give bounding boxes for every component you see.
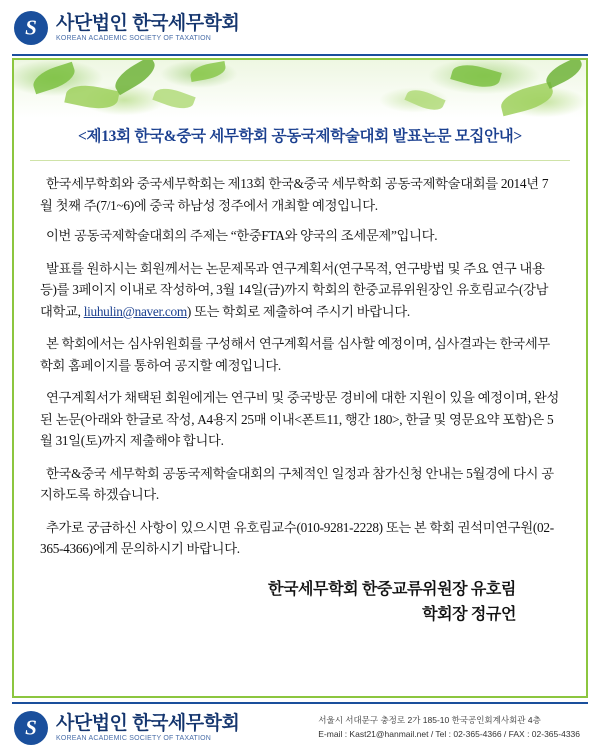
paragraph-2: 이번 공동국제학술대회의 주제는 “한중FTA와 양국의 조세문제”입니다.: [46, 228, 438, 244]
signature-block: [40, 578, 560, 628]
paragraph-6: 한국&중국 세무학회 공동국제학술대회의 구체적인 일정과 참가신청 안내는 5월경에 다시 공지하도록 하겠습니다.: [40, 465, 554, 503]
footer-logo-english: KOREAN ACADEMIC SOCIETY OF TAXATION: [56, 735, 212, 743]
paragraph-1: 한국세무학회와 중국세무학회는 제13회 한국&중국 세무학회 공동국제학술대회를 2014년 7월 첫째 주(7/1~6)에 중국 하남성 정주에서 개최할 예정입니다.: [40, 176, 549, 213]
society-logo-icon: [14, 11, 48, 45]
header-divider: [12, 54, 588, 56]
document-body: [14, 161, 586, 628]
paragraph-7: 추가로 궁금하신 사항이 있으시면 유호림교수(010-9281-2228) 또는 본 학회 권석미연구원(02-365-4366)에게 문의하시기 바랍니다.: [40, 519, 554, 557]
leaf-icon: [64, 81, 119, 113]
leaf-icon: [152, 84, 195, 114]
signature-line-2: 학회장 정규언: [422, 605, 516, 623]
leaf-decoration-banner: [14, 60, 586, 118]
leaf-icon: [404, 85, 445, 115]
header-logo-korean: 사단법인 한국세무학회: [56, 12, 240, 34]
paragraph-3-tail: ) 또는 학회로 제출하여 주시기 바랍니다.: [186, 303, 410, 319]
header-logo-text: [56, 14, 239, 43]
footer-logo-text: [56, 714, 239, 743]
leaf-icon: [110, 60, 159, 95]
paragraph-5: 연구계획서가 채택된 회원에게는 연구비 및 중국방문 경비에 대한 지원이 있을 예정이며, 완성된 논문(아래와 한글로 작성, A4용지 25매 이내<폰트11, 행간 180>, 한글 및 영문요약 포함)은 5월 31일(토)까지 제출해야 합니다.: [40, 390, 559, 449]
paragraph-3: [40, 258, 560, 323]
page-footer: [0, 700, 600, 756]
footer-contact-info: [318, 714, 586, 741]
leaf-icon: [189, 61, 227, 82]
leaf-icon: [450, 60, 502, 92]
leaf-icon: [542, 60, 585, 89]
page-header: [0, 0, 600, 56]
signature-line-1: 한국세무학회 한중교류위원장 유호림: [267, 580, 516, 598]
paragraph-4: 본 학회에서는 심사위원회를 구성해서 연구계획서를 심사할 예정이며, 심사결과는 한국세무학회 홈페이지를 통하여 공지할 예정입니다.: [40, 336, 550, 373]
paragraph-3-text: 발표를 원하시는 회원께서는 논문제목과 연구계획서(연구목적, 연구방법 및 주요 연구 내용 등)를 3페이지 이내로 작성하여, 3월 14일(금)까지 학회의 한중교류위원장인 유호림교수(강남대학교,: [40, 260, 549, 319]
leaf-icon: [498, 82, 556, 116]
footer-address: 서울시 서대문구 충정로 2가 185-10 한국공인회계사회관 4층: [318, 715, 541, 726]
header-logo-english: KOREAN ACADEMIC SOCIETY OF TAXATION: [56, 35, 212, 43]
contact-email-link[interactable]: liuhulin@naver.com: [83, 303, 187, 319]
page-title: <제13회 한국&중국 세무학회 공동국제학술대회 발표논문 모집안내>: [78, 128, 522, 145]
footer-logo: [14, 711, 239, 745]
footer-logo-korean: 사단법인 한국세무학회: [56, 712, 240, 734]
society-logo-icon: [14, 711, 48, 745]
footer-contact: E-mail : Kast21@hanmail.net / Tel : 02-365-4366 / FAX : 02-365-4336: [318, 729, 580, 739]
document-frame: [12, 58, 588, 698]
